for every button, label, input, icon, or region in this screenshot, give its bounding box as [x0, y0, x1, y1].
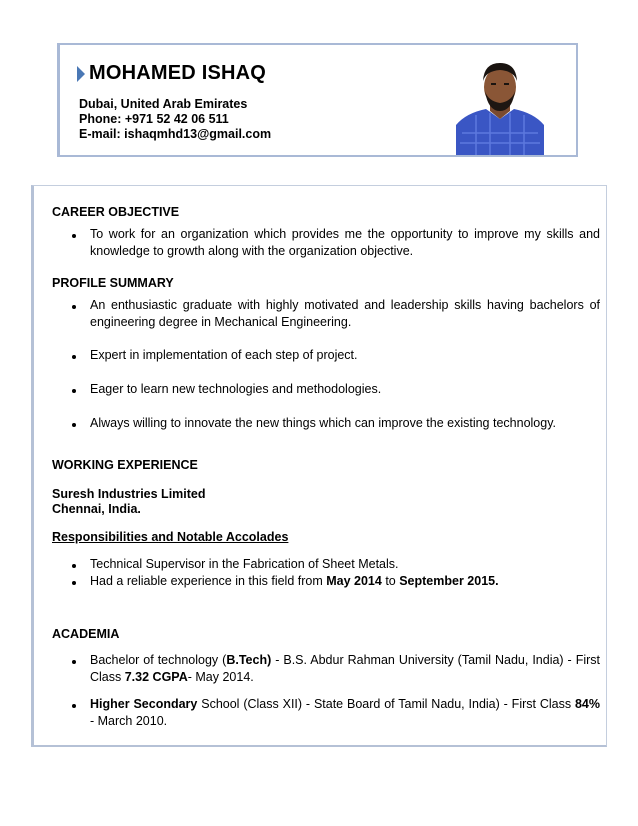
list-item [90, 652, 600, 686]
phone: Phone: +971 52 42 06 511 [79, 112, 229, 126]
section-title-career-objective: CAREER OBJECTIVE [52, 205, 180, 219]
bullet-icon [72, 389, 76, 393]
responsibilities-heading: Responsibilities and Notable Accolades [52, 530, 289, 544]
degree-name: B.Tech) [226, 653, 272, 667]
email: E-mail: ishaqmhd13@gmail.com [79, 127, 272, 141]
list-item: Eager to learn new technologies and methodologies. [90, 382, 382, 396]
list-item: To work for an organization which provides me the opportunity to improve my skills and knowledge to growth along with the organization objective. [90, 227, 600, 258]
name-row [77, 62, 266, 85]
list-item [90, 573, 600, 590]
location: Dubai, United Arab Emirates [79, 97, 248, 111]
secondary-date: - March 2010. [90, 714, 168, 728]
bullet-icon [72, 305, 76, 309]
section-title-working-experience: WORKING EXPERIENCE [52, 458, 198, 472]
degree-institution: - B.S. Abdur Rahman University (Tamil Nadu, India) - First Class [90, 653, 600, 684]
list-item: Technical Supervisor in the Fabrication of Sheet Metals. [90, 557, 399, 571]
bullet-icon [72, 660, 76, 664]
secondary-detail: School (Class XII) - State Board of Tamil Nadu, India) - First Class [197, 697, 575, 711]
header-box [57, 43, 578, 157]
list-item [90, 696, 600, 730]
secondary-percent: 84% [574, 697, 600, 711]
company-name: Suresh Industries Limited [52, 487, 206, 501]
bullet-icon [72, 355, 76, 359]
company-city: Chennai, India. [52, 502, 141, 516]
experience-start: May 2014 [326, 574, 382, 588]
secondary-label: Higher Secondary [90, 697, 198, 711]
degree-cgpa: 7.32 CGPA [124, 670, 188, 684]
list-item: An enthusiastic graduate with highly motivated and leadership skills having bachelors of engineering degree in Mechanical Engineering. [90, 298, 600, 329]
bullet-icon [72, 423, 76, 427]
section-title-profile-summary: PROFILE SUMMARY [52, 276, 174, 290]
experience-connector: to [381, 574, 400, 588]
profile-photo [456, 55, 544, 155]
contact-block [79, 97, 271, 142]
candidate-name: MOHAMED ISHAQ [89, 62, 267, 84]
bullet-icon [72, 234, 76, 238]
list-item: Always willing to innovate the new things which can improve the existing technology. [90, 416, 556, 430]
section-title-academia: ACADEMIA [52, 627, 120, 641]
experience-end: September 2015. [399, 574, 499, 588]
bullet-icon [72, 704, 76, 708]
bullet-icon [72, 581, 76, 585]
list-item: Expert in implementation of each step of project. [90, 348, 358, 362]
bullet-icon [72, 564, 76, 568]
degree-date: - May 2014. [187, 670, 254, 684]
triangle-marker-icon [77, 66, 85, 82]
degree-prefix: Bachelor of technology ( [90, 653, 227, 667]
experience-text: Had a reliable experience in this field from [90, 574, 327, 588]
